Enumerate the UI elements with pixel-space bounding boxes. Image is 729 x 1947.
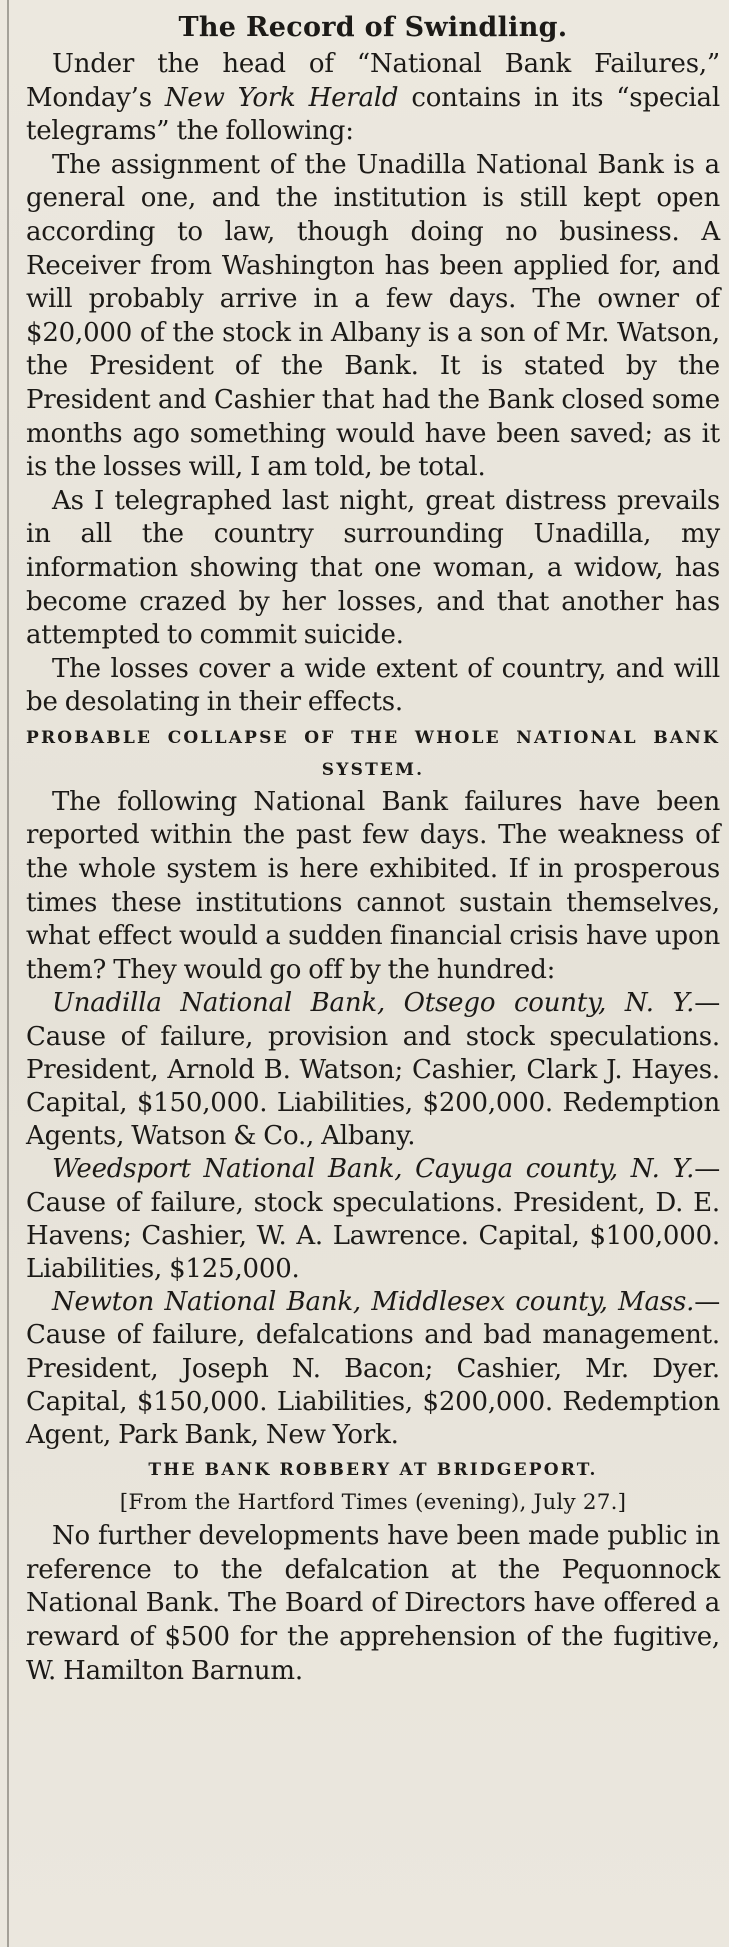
paragraph-pequonnock: No further developments have been made public in reference to the defalcation at the Pequonnock National Bank. The Board of Directors have offered a reward of $500 for the apprehension of the fugitive, W. Hamilton Barnum. (26, 1521, 720, 1686)
bank-entry-unadilla (26, 987, 720, 1153)
bank-entry-weedsport (26, 1153, 720, 1286)
column-rule (7, 0, 9, 1947)
subhead-collapse: PROBABLE COLLAPSE OF THE WHOLE NATIONAL BANK SYSTEM. (26, 727, 720, 780)
subhead-bridgeport: THE BANK ROBBERY AT BRIDGEPORT. (148, 1460, 598, 1481)
bank-entry-newton (26, 1286, 720, 1452)
bank-name: Unadilla National Bank, Otsego county, N. Y. (52, 988, 695, 1019)
paragraph-distress: As I telegraphed last night, great distress prevails in all the country surrounding Unadilla, my information showing that one woman, a widow, has become crazed by her losses, and that another has attempted to commit suicide. (26, 485, 720, 651)
article-headline: The Record of Swindling. (178, 12, 568, 43)
bank-details: —Cause of failure, defalcations and bad management. President, Joseph N. Bacon; Cashier, Mr. Dyer. Capital, $150,000. Liabilities, $200,000. Redemption Agent, Park Bank, New York. (26, 1287, 720, 1451)
paragraph-assignment: The assignment of the Unadilla National Bank is a general one, and the institution is still kept open according to law, though doing no business. A Receiver from Washington has been applied for, and will probably arrive in a few days. The owner of $20,000 of the stock in Albany is a son of Mr. Watson, the President of the Bank. It is stated by the President and Cashier that had the Bank closed some months ago something would have been saved; as it is the losses will, I am told, be total. (26, 149, 720, 483)
newspaper-name: New York Herald (164, 82, 399, 113)
dateline: [From the Hartford Times (evening), July 27.] (119, 1490, 627, 1516)
bank-details: —Cause of failure, stock speculations. President, D. E. Havens; Cashier, W. A. Lawrence. Capital, $100,000. Liabilities, $125,000. (26, 1154, 720, 1285)
bank-name: Weedsport National Bank, Cayuga county, N. Y. (52, 1154, 695, 1185)
paragraph-losses: The losses cover a wide extent of country, and will be desolating in their effects. (26, 653, 720, 718)
intro-text: Under the head of “National Bank Failures,” Monday’s (26, 49, 720, 113)
intro-text-end: contains in its “special telegrams” the following: (26, 82, 720, 147)
intro-paragraph (26, 48, 720, 149)
bank-details: —Cause of failure, provision and stock speculations. President, Arnold B. Watson; Cashier, Clark J. Hayes. Capital, $150,000. Liabilities, $200,000. Redemption Agents, Watson & Co., Albany. (26, 988, 720, 1152)
article-column (26, 10, 720, 1688)
bank-name: Newton National Bank, Middlesex county, Mass. (52, 1287, 695, 1318)
paragraph-failures: The following National Bank failures have been reported within the past few days. The weakness of the whole system is here exhibited. If in prosperous times these institutions cannot sustain themselves, what effect would a sudden financial crisis have upon them? They would go off by the hundred: (26, 786, 720, 985)
